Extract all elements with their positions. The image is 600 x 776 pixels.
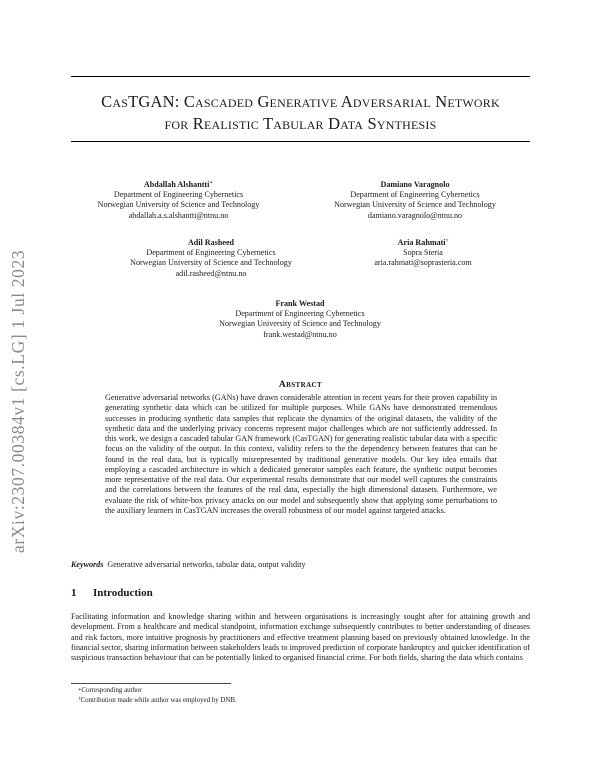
author-name: Frank Westad (275, 299, 325, 308)
author-mark: ∗ (209, 180, 214, 186)
section-heading (71, 587, 153, 599)
title-bottom-rule (71, 141, 530, 142)
author-email: abdallah.a.s.alshantti@ntnu.no (128, 210, 229, 220)
author-dept: Department of Engineering Cybernetics (350, 190, 480, 200)
footnote-2 (78, 697, 237, 704)
author-dept: Department of Engineering Cybernetics (235, 309, 365, 319)
author-org: Norwegian University of Science and Technology (219, 319, 381, 329)
footnote-text: Corresponding author (81, 687, 142, 694)
author-org: Norwegian University of Science and Technology (130, 258, 292, 268)
abstract-heading: Abstract (278, 380, 323, 390)
section-number: 1 (71, 587, 77, 599)
author-email: aria.rahmati@soprasteria.com (374, 258, 472, 268)
title-top-rule (71, 76, 530, 77)
author-name: Abdallah Alshantti (143, 180, 210, 189)
title-line-2: for Realistic Tabular Data Synthesis (164, 114, 437, 133)
title-line-1: CasTGAN: Cascaded Generative Adversarial Network (101, 92, 500, 111)
footnote-mark: ∗ (78, 688, 82, 693)
author-name: Damiano Varagnolo (380, 180, 450, 189)
intro-paragraph: Facilitating information and knowledge sharing within and between organisations is increasingly sought after for attaining growth and development. From a healthcare and medical standpoint, information exchange subsequently contributes to better understanding of diseases and risk factors, more intuitive prognosis by practitioners and effective treatment planning based on previously obtained knowledge. In the financial sector, sharing information between stakeholders leads to improved prediction of corporate bankruptcy and quicker identification of suspicious transaction behaviour that can be potentially linked to organised financial crime. For both fields, sharing the data which contains (71, 612, 530, 662)
author-block-5 (185, 299, 415, 340)
footnote-mark: † (78, 697, 81, 702)
footnote-1 (78, 687, 142, 694)
abstract-body: Generative adversarial networks (GANs) have drawn considerable attention in recent years for their proven capability in generating synthetic data which can be utilized for multiple purposes. While GANs have demonstrated tremendous successes in producing synthetic data samples that replicate the dynamics of the original datasets, the validity of the synthetic data and the underlying privacy concerns represent major challenges which are not sufficiently addressed. In this work, we design a cascaded tabular GAN framework (CasTGAN) for generating realistic tabular data with a specific focus on the validity of the output. In this context, validity refers to the the dependency between features that can be found in the real data, but is typically misrepresented by traditional generative models. Our key idea entails that employing a cascaded architecture in which a dedicated generator samples each feature, the synthetic output becomes more representative of the real data. Our experimental results demonstrate that our model well captures the constraints and the correlations between the features of the real data, especially the high dimensional datasets. Furthermore, we evaluate the risk of white-box privacy attacks on our model and subsequently show that applying some perturbations to the auxiliary learners in CasTGAN increases the overall robustness of our model against targeted attacks. (105, 393, 497, 515)
keywords-label: Keywords (71, 560, 104, 569)
author-org: Norwegian University of Science and Technology (97, 200, 260, 210)
author-dept: Department of Engineering Cybernetics (113, 190, 244, 200)
author-block-3 (101, 238, 321, 279)
author-email: adil.rasheed@ntnu.no (175, 268, 247, 278)
author-org: Norwegian University of Science and Technology (334, 200, 496, 210)
author-dept: Department of Engineering Cybernetics (146, 248, 276, 258)
author-dept: Sopra Steria (403, 248, 443, 258)
author-name: Aria Rahmati (397, 238, 446, 247)
author-name: Adil Rasheed (187, 238, 235, 247)
arxiv-stamp: arXiv:2307.00384v1 [cs.LG] 1 Jul 2023 (8, 249, 28, 553)
footnote-rule (71, 683, 231, 684)
paper-title (71, 91, 530, 135)
author-block-1 (71, 180, 286, 221)
author-email: damiano.varagnolo@ntnu.no (367, 210, 463, 220)
keywords (71, 560, 530, 569)
section-title: Introduction (93, 587, 153, 599)
author-mark: † (445, 238, 449, 244)
keywords-text: Generative adversarial networks, tabular data, output validity (107, 560, 306, 569)
author-email: frank.westad@ntnu.no (263, 329, 337, 339)
author-block-2 (300, 180, 530, 221)
author-block-4 (348, 238, 498, 269)
footnote-text: Contribution made while author was employed by DNB. (80, 697, 237, 704)
